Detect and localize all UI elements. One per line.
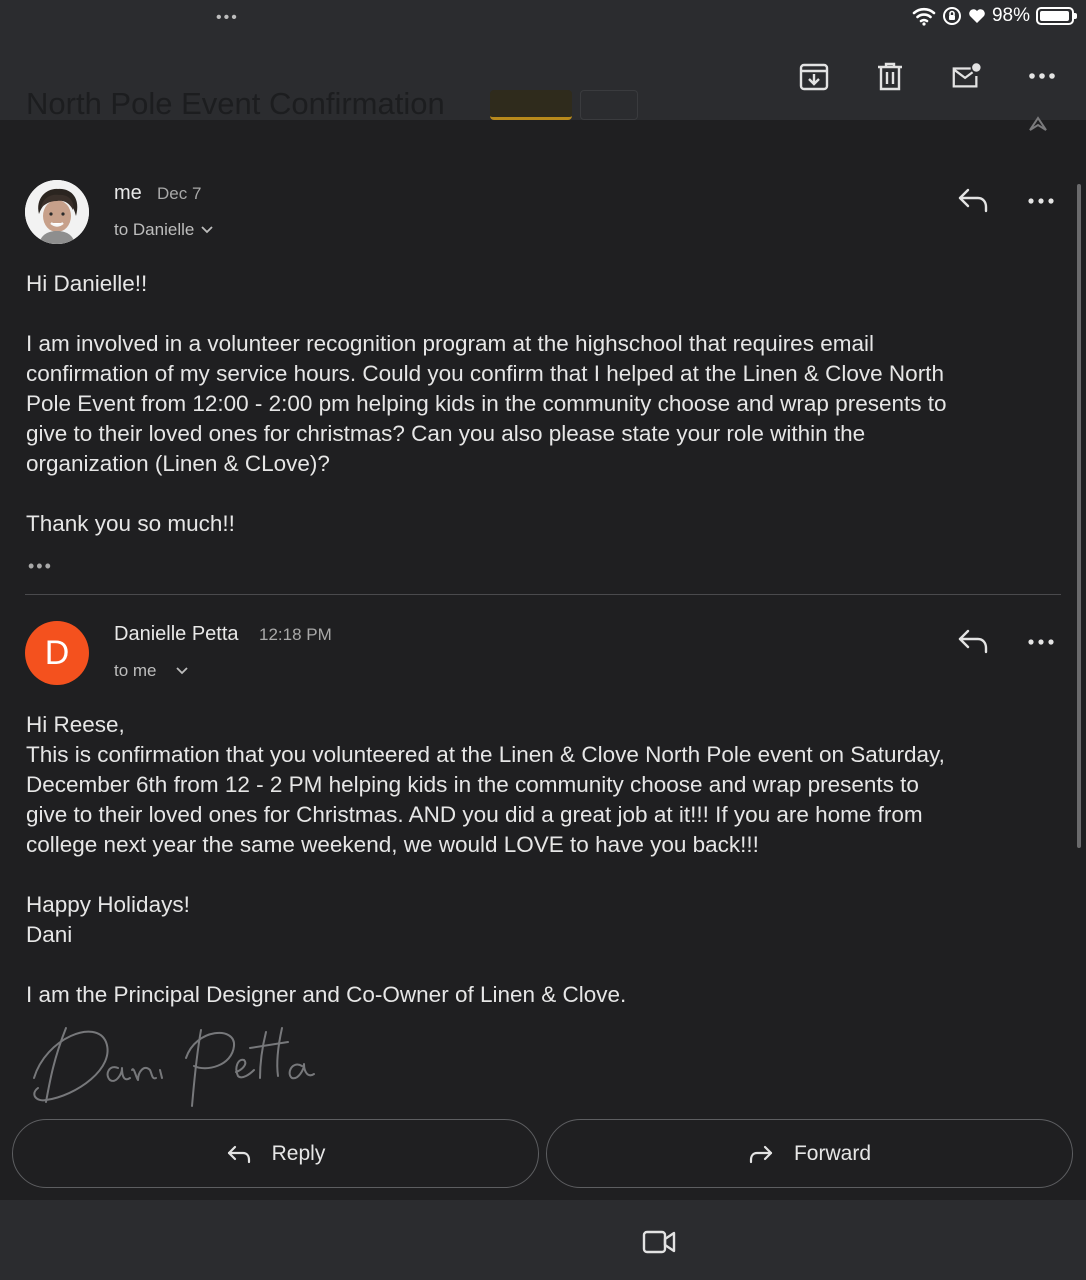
mark-unread-button[interactable] — [942, 56, 990, 96]
label-chip — [490, 90, 572, 120]
star-icon[interactable] — [1024, 100, 1052, 132]
recipient-details-toggle[interactable] — [114, 220, 214, 240]
scrollbar[interactable] — [1077, 184, 1081, 848]
wifi-icon — [912, 6, 936, 26]
forward-icon — [748, 1143, 774, 1165]
archive-button[interactable] — [790, 56, 838, 96]
battery-fill — [1040, 11, 1069, 21]
message-date: Dec 7 — [157, 184, 202, 203]
reply-button[interactable] — [951, 623, 995, 659]
status-indicators — [912, 4, 1074, 28]
label-chip — [580, 90, 638, 120]
message-date: 12:18 PM — [259, 625, 332, 644]
more-icon — [1024, 185, 1058, 215]
recipient-label: to me — [114, 661, 157, 680]
message-body: Hi Reese, This is confirmation that you volunteered at the Linen & Clove North Pole event on Saturday, December 6th from 12 - 2 PM helping kids in the community choose and wrap presents to give to their loved ones for Christmas. AND you did a great job at it!!! If you are home from college next year the same weekend, we would LOVE to have you back!!! Happy Holidays! Dani I am the Principal Designer and Co-Owner of Linen & Clove. — [26, 712, 945, 1007]
mark-unread-icon — [950, 60, 982, 92]
email-subject: North Pole Event Confirmation — [26, 86, 445, 121]
sender-name: Danielle Petta — [114, 623, 239, 645]
message-more-button[interactable] — [1019, 623, 1063, 659]
reply-button[interactable] — [951, 182, 995, 218]
forward-action-button[interactable] — [546, 1119, 1073, 1188]
reply-label: Reply — [271, 1141, 326, 1165]
heart-icon — [968, 8, 986, 24]
message-body: Hi Danielle!! I am involved in a volunteer recognition program at the highschool that requires email confirmation of my service hours. Could you confirm that I helped at the Linen & Clove North Pole Event from 12:00 - 2:00 pm helping kids in the community choose and wrap presents to give to their loved ones for christmas? Can you also please state your role within the organization (Linen & CLove)? Thank you so much!! — [26, 271, 947, 536]
signature-image — [26, 1018, 316, 1110]
battery-icon — [1036, 7, 1074, 25]
recipient-label: to Danielle — [114, 220, 195, 239]
rotation-lock-icon — [942, 6, 962, 26]
multitasking-dots-icon[interactable]: ••• — [216, 9, 239, 26]
forward-label: Forward — [793, 1141, 872, 1165]
sender-name: me — [114, 182, 142, 204]
battery-percent: 98% — [991, 5, 1030, 26]
recipient-details-toggle[interactable] — [114, 661, 189, 681]
more-options-button[interactable] — [1018, 56, 1066, 96]
message-toolbar — [0, 34, 1086, 120]
chevron-down-icon — [200, 225, 214, 235]
delete-button[interactable] — [866, 56, 914, 96]
more-icon — [1026, 60, 1058, 92]
message-divider — [25, 594, 1061, 595]
reply-icon — [956, 185, 990, 215]
video-call-icon[interactable] — [641, 1226, 677, 1256]
reply-icon — [956, 626, 990, 656]
profile-photo — [25, 180, 89, 244]
status-bar — [0, 0, 1086, 34]
reply-action-button[interactable] — [12, 1119, 539, 1188]
trash-icon — [874, 60, 906, 92]
show-trimmed-content-button[interactable]: ••• — [28, 556, 53, 576]
sender-avatar[interactable]: D — [25, 621, 89, 685]
reply-icon — [226, 1143, 252, 1165]
chevron-down-icon — [175, 666, 189, 676]
more-icon — [1024, 626, 1058, 656]
bottom-bar — [0, 1200, 1086, 1280]
archive-icon — [798, 60, 830, 92]
sender-avatar[interactable] — [25, 180, 89, 244]
message-more-button[interactable] — [1019, 182, 1063, 218]
